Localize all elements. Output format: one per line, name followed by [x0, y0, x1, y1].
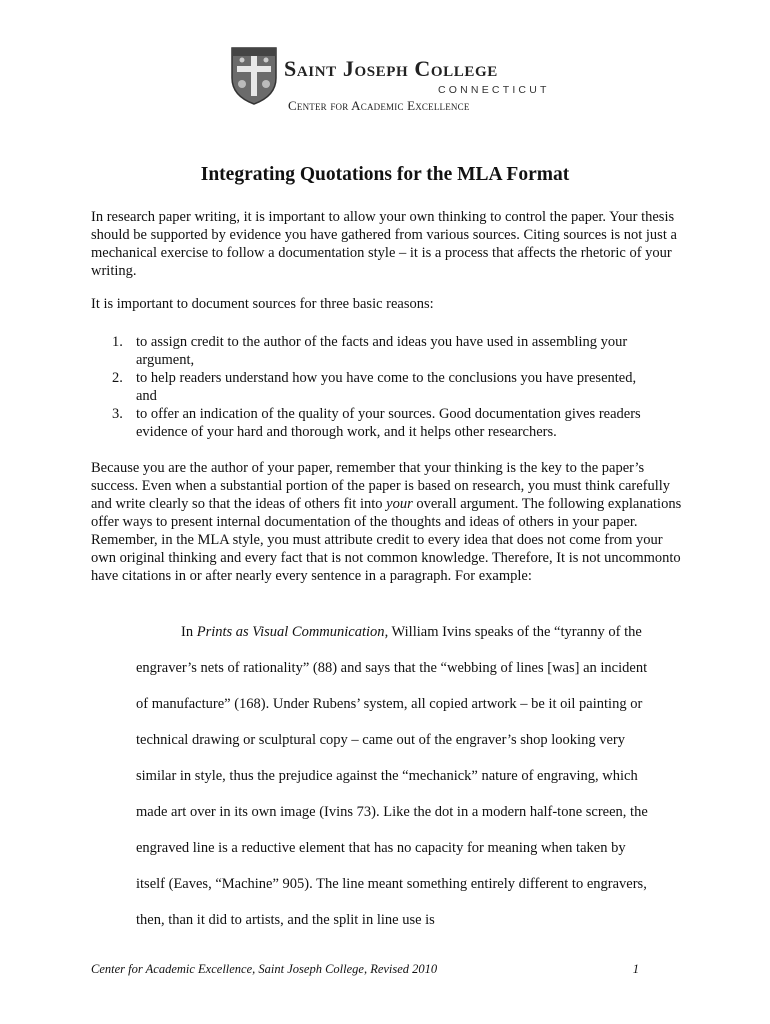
- center-name: Center for Academic Excellence: [288, 98, 470, 113]
- page-number: 1: [632, 962, 639, 976]
- list-item: [91, 405, 651, 441]
- example-text: , William Ivins speaks of the “tyranny of the engraver’s nets of rationality” (88) and says that the “webbing of lines [was] an incident of manufacture” (168). Under Rubens’ system, all copied artwork – be it oil painting or technical drawing or sculptural copy – came out of the engraver’s shop looking very similar in style, thus the prejudice against the “mechanick” nature of engraving, which made art over in its own image (Ivins 73). Like the dot in a modern half-tone screen, the engraved line is a reductive element that has no capacity for meaning when taken by itself (Eaves, “Machine” 905). The line meant something entirely different to engravers, then, than it did to artists, and the split in line use is: [136, 624, 648, 928]
- author-paragraph-start: Because you are the author of your paper, remember that your thinking is the key to the paper’s success. Even when a substantial portion of the paper is based on research, you must think carefully and write clearly so that the ideas of others fit into: [91, 460, 671, 512]
- page-footer: [91, 962, 639, 977]
- emphasis-your: your: [386, 496, 413, 512]
- list-item-number: 1.: [112, 334, 123, 350]
- example-book-title: Prints as Visual Communication: [196, 624, 385, 640]
- example-block-quote: [136, 614, 656, 938]
- list-item-number: 2.: [112, 370, 123, 386]
- footer-text: Center for Academic Excellence, Saint Joseph College, Revised 2010: [91, 962, 438, 976]
- document-title: Integrating Quotations for the MLA Format: [200, 164, 570, 185]
- list-item-text: to help readers understand how you have come to the conclusions you have presented, and: [136, 370, 637, 404]
- college-name: Saint Joseph College: [284, 56, 498, 81]
- list-item-text: to assign credit to the author of the facts and ideas you have used in assembling your argument,: [136, 334, 628, 368]
- list-item-number: 3.: [112, 406, 123, 422]
- college-crest-icon: [228, 44, 280, 106]
- reasons-intro-paragraph: It is important to document sources for three basic reasons:: [91, 296, 434, 312]
- college-logo-header: [228, 44, 550, 116]
- author-paragraph: [91, 459, 691, 585]
- list-item: [91, 369, 651, 405]
- author-paragraph-end: overall argument. The following explanations offer ways to present internal documentation of the thoughts and ideas of others in your paper. Remember, in the MLA style, you must attribute credit to every idea that does not come from your own original thinking and every fact that is not common knowledge. Therefore, It is not uncommonto have citations in or after nearly every sentence in a paragraph. For example:: [91, 496, 682, 584]
- college-state: CONNECTICUT: [438, 84, 550, 96]
- example-lead: In: [181, 624, 197, 640]
- intro-paragraph: In research paper writing, it is important to allow your own thinking to control the paper. Your thesis should be supported by evidence you have gathered from various sources. Citing sources is not just a mechanical exercise to follow a documentation style – it is a process that affects the rhetoric of your writing.: [91, 209, 677, 279]
- list-item: [91, 333, 651, 369]
- list-item-text: to offer an indication of the quality of your sources. Good documentation gives readers evidence of your hard and thorough work, and it helps other researchers.: [136, 406, 641, 440]
- reasons-list: [91, 333, 651, 441]
